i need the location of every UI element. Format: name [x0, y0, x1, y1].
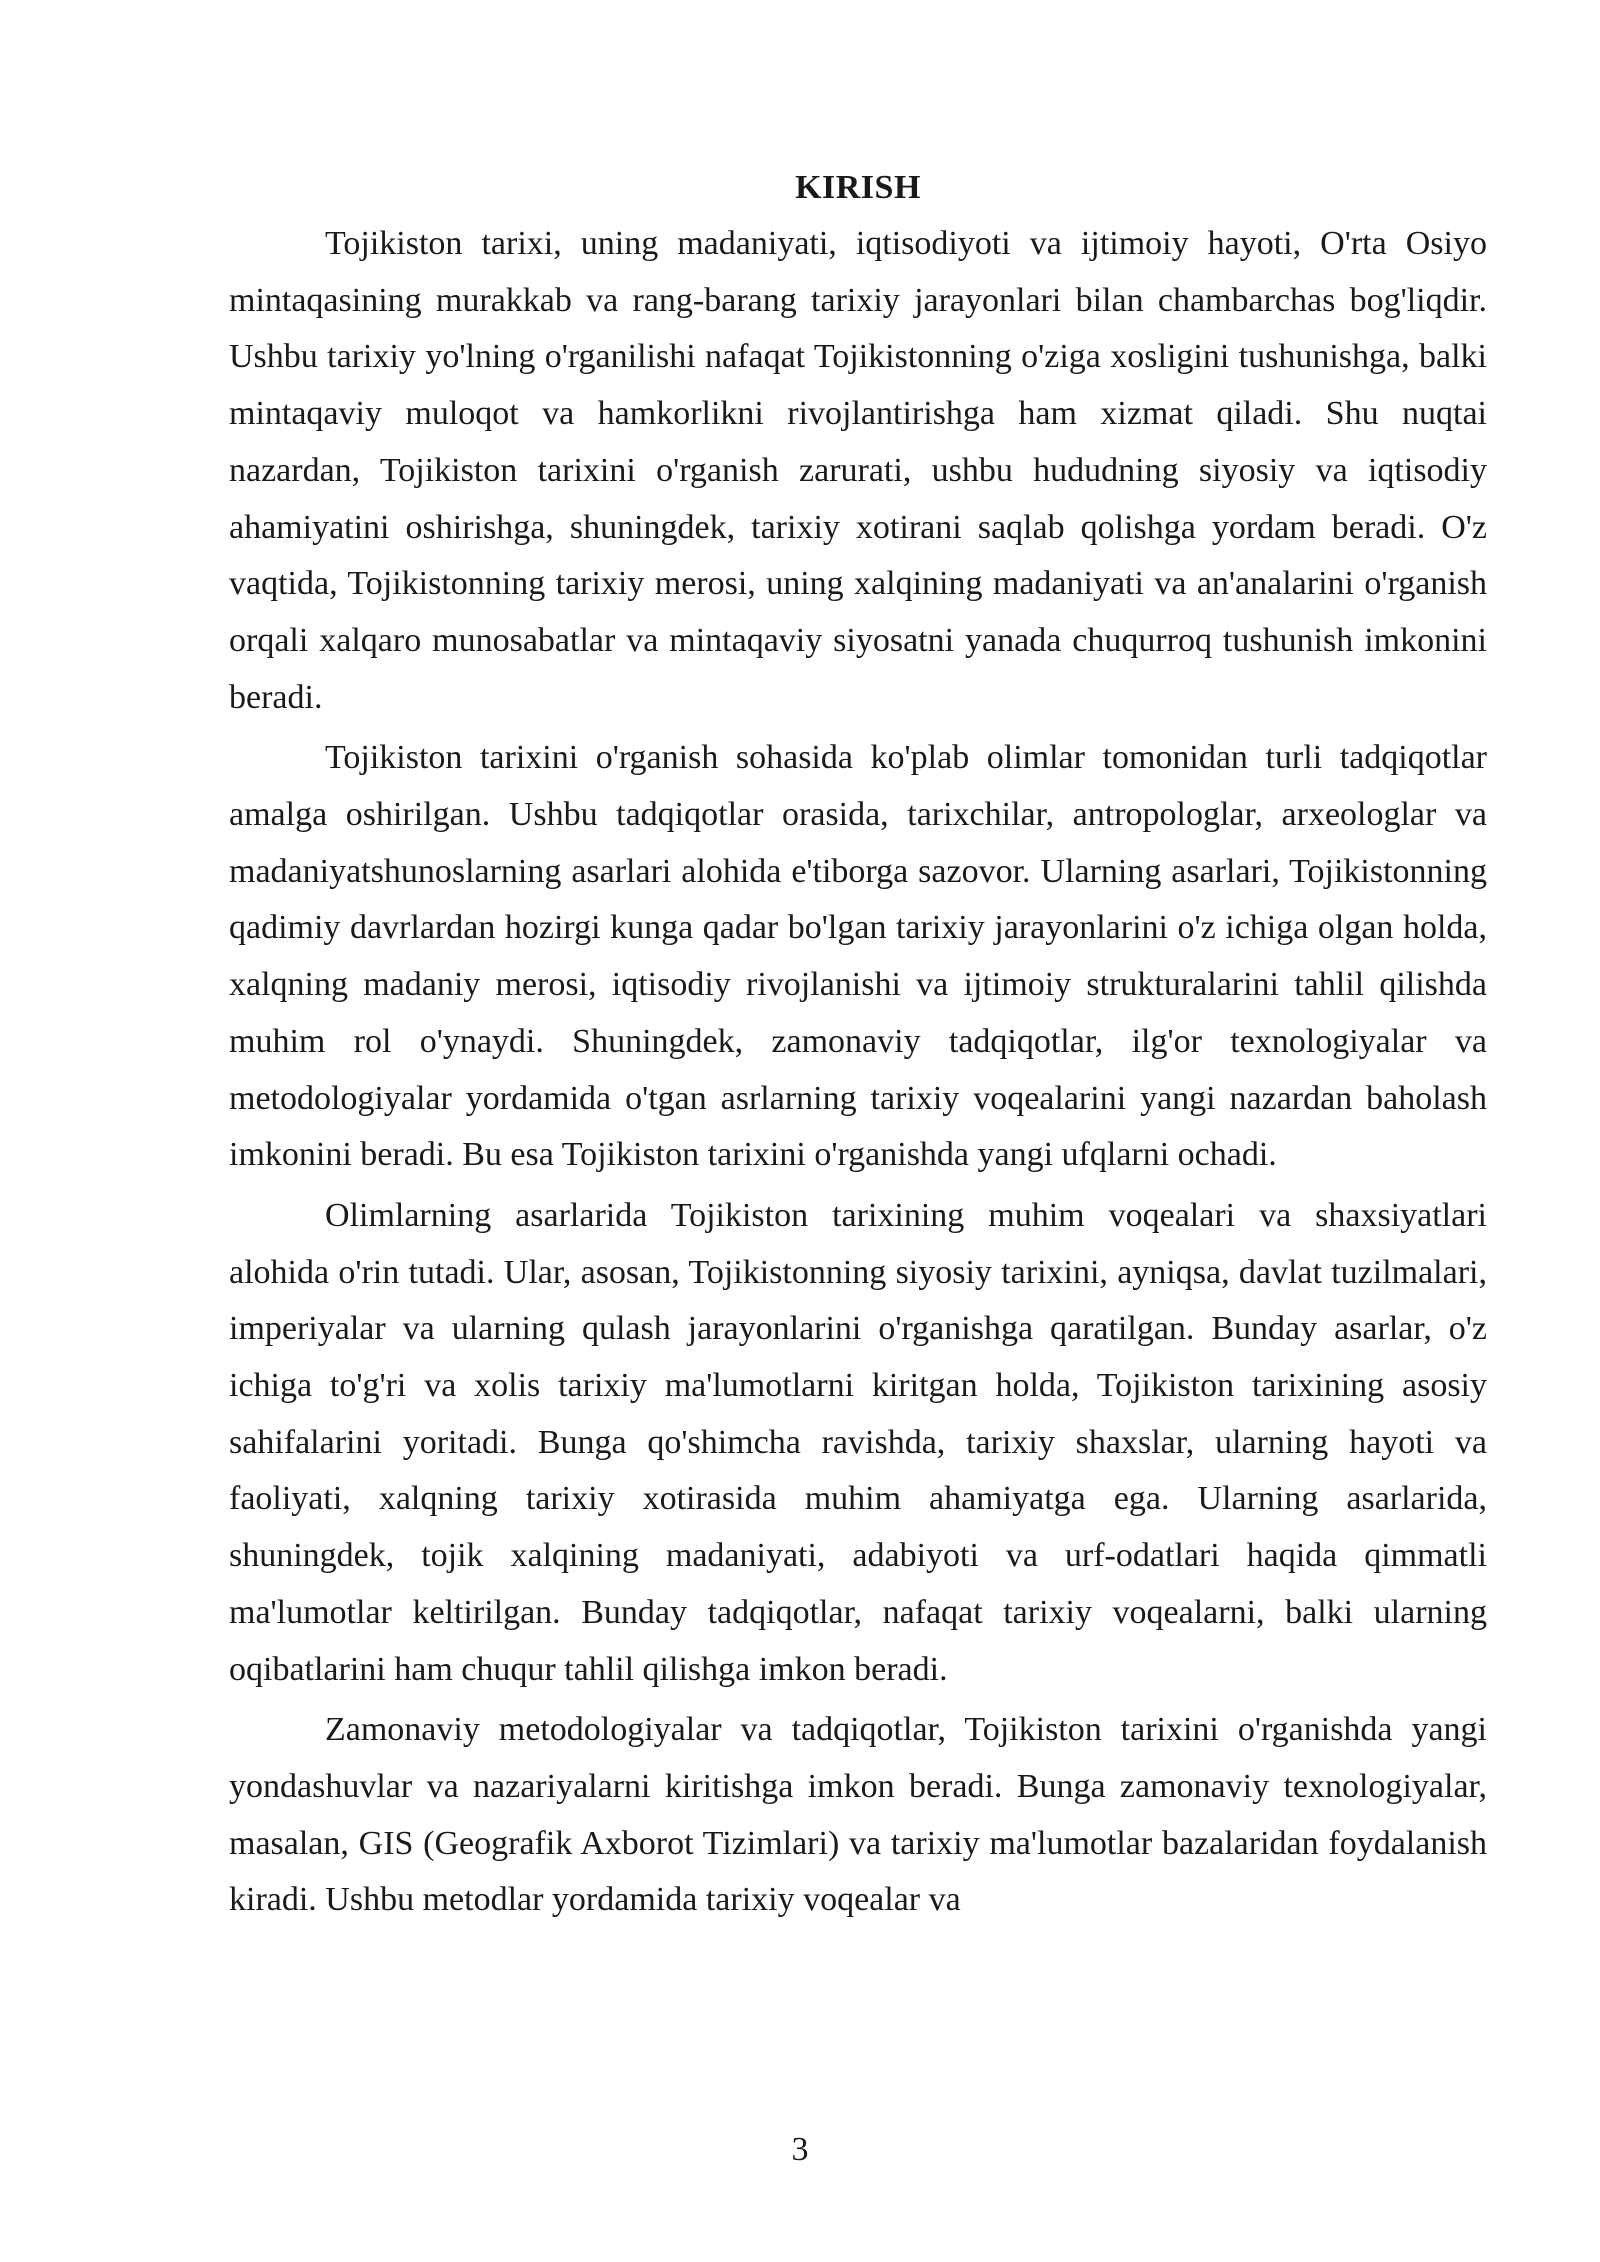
paragraph-3: Olimlarning asarlarida Tojikiston tarixining muhim voqealari va shaxsiyatlari alohida o'rin tutadi. Ular, asosan, Tojikistonning siyosiy tarixini, ayniqsa, davlat tuzilmalari, imperiyalar va ularning qulash jarayonlarini o'rganishga qaratilgan. Bunday asarlar, o'z ichiga to'g'ri va xolis tarixiy ma'lumotlarni kiritgan holda, Tojikiston tarixining asosiy sahifalarini yoritadi. Bunga qo'shimcha ravishda, tarixiy shaxslar, ularning hayoti va faoliyati, xalqning tarixiy xotirasida muhim ahamiyatga ega. Ularning asarlarida, shuningdek, tojik xalqining madaniyati, adabiyoti va urf-odatlari haqida qimmatli ma'lumotlar keltirilgan. Bunday tadqiqotlar, nafaqat tarixiy voqealarni, balki ularning oqibatlarini ham chuqur tahlil qilishga imkon beradi.: [229, 1196, 1487, 1688]
section-title: KIRISH: [795, 169, 921, 206]
paragraph-1: Tojikiston tarixi, uning madaniyati, iqtisodiyoti va ijtimoiy hayoti, O'rta Osiyo mintaqasining murakkab va rang-barang tarixiy jarayonlari bilan chambarchas bog'liqdir. Ushbu tarixiy yo'lning o'rganilishi nafaqat Tojikistonning o'ziga xosligini tushunishga, balki mintaqaviy muloqot va hamkorlikni rivojlantirishga ham xizmat qiladi. Shu nuqtai nazardan, Tojikiston tarixini o'rganish zarurati, ushbu hududning siyosiy va iqtisodiy ahamiyatini oshirishga, shuningdek, tarixiy xotirani saqlab qolishga yordam beradi. O'z vaqtida, Tojikistonning tarixiy merosi, uning xalqining madaniyati va an'analarini o'rganish orqali xalqaro munosabatlar va mintaqaviy siyosatni yanada chuqurroq tushunish imkonini beradi.: [229, 225, 1487, 716]
page-number: 3: [791, 2131, 809, 2168]
paragraph-4: Zamonaviy metodologiyalar va tadqiqotlar, Tojikiston tarixini o'rganishda yangi yondashuvlar va nazariyalarni kiritishga imkon beradi. Bunga zamonaviy texnologiyalar, masalan, GIS (Geografik Axborot Tizimlari) va tarixiy ma'lumotlar bazalaridan foydalanish kiradi. Ushbu metodlar yordamida tarixiy voqealar va: [229, 1711, 1487, 1919]
page-body: [229, 160, 1487, 1929]
paragraph-2: Tojikiston tarixini o'rganish sohasida ko'plab olimlar tomonidan turli tadqiqotlar amalga oshirilgan. Ushbu tadqiqotlar orasida, tarixchilar, antropologlar, arxeologlar va madaniyatshunoslarning asarlari alohida e'tiborga sazovor. Ularning asarlari, Tojikistonning qadimiy davrlardan hozirgi kunga qadar bo'lgan tarixiy jarayonlarini o'z ichiga olgan holda, xalqning madaniy merosi, iqtisodiy rivojlanishi va ijtimoiy strukturalarini tahlil qilishda muhim rol o'ynaydi. Shuningdek, zamonaviy tadqiqotlar, ilg'or texnologiyalar va metodologiyalar yordamida o'tgan asrlarning tarixiy voqealarini yangi nazardan baholash imkonini beradi. Bu esa Tojikiston tarixini o'rganishda yangi ufqlarni ochadi.: [229, 739, 1487, 1174]
